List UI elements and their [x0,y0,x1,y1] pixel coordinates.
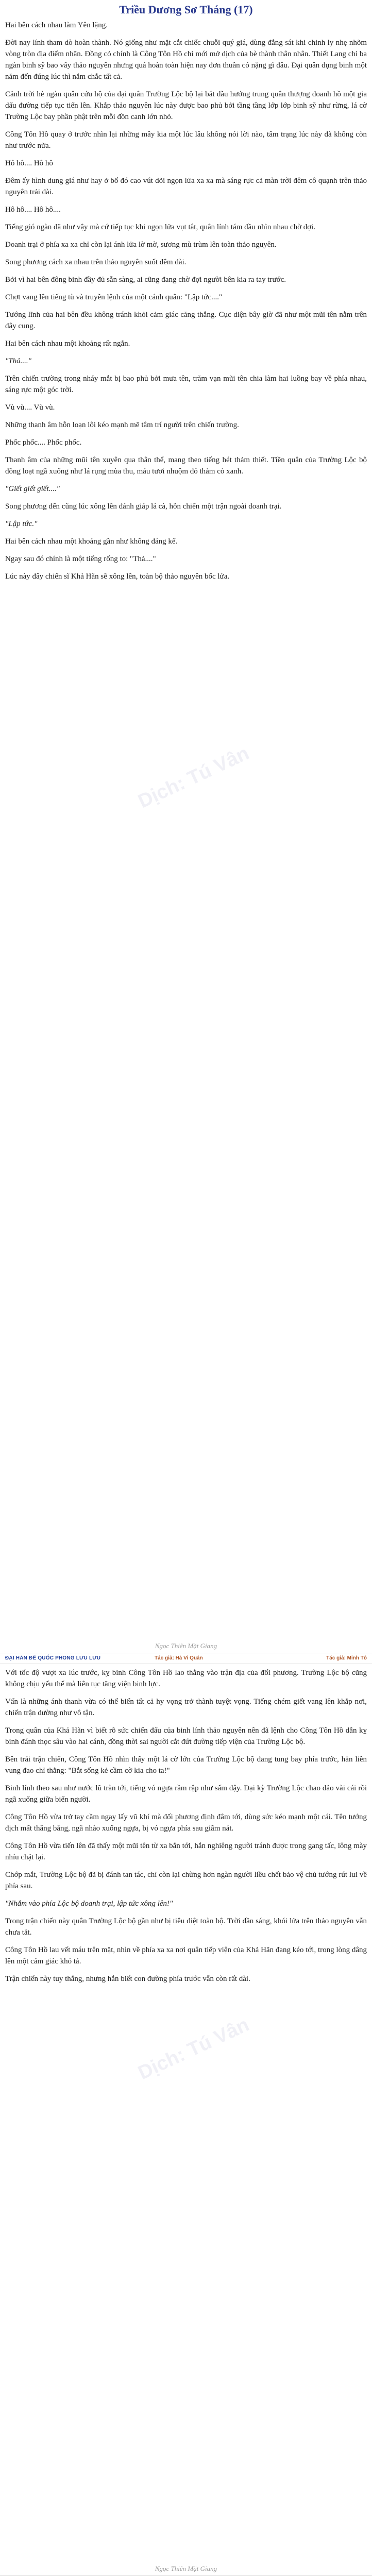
paragraph: Lúc này đây chiến sĩ Khả Hãn sẽ xông lên, toàn bộ thảo nguyên bốc lửa. [5,572,230,581]
chapter-title: Triều Dương Sơ Tháng (17) [119,3,253,16]
paragraph: Hai bên cách nhau một khoảng gần như không đáng kể. [5,537,178,546]
paragraph: "Nhắm vào phía Lộc bộ doanh trại, lập tức xông lên!" [5,1900,173,1908]
translator-credit: Tác giả: Hà Vi Quân [155,1655,203,1661]
section-divider: Ngọc Thiên Mặt Giang [155,1642,217,1650]
paragraph: Chợt vang lên tiếng tù và truyền lệnh của một cánh quân: "Lập tức...." [5,293,223,301]
site-header-bar [0,1653,372,1664]
paragraph: Hai bên cách nhau một khoảng rất ngắn. [5,340,130,348]
paragraph: Bên trái trận chiến, Công Tôn Hồ nhìn thấy một lá cờ lớn của Trường Lộc bộ đang tung bay phía trước, hắn liền vung đao chỉ thẳng: "Bắt sống kẻ cầm cờ kia cho ta!" [5,1755,367,1775]
paragraph: Trong quân của Khả Hãn vì biết rõ sức chiến đấu của binh lính thảo nguyên nên đã lệnh cho Công Tôn Hồ dẫn kỵ binh đánh thọc sâu vào hai cánh, đồng thời sai người cắt đứt đường tiếp viện của Trường Lộc bộ. [5,1726,367,1746]
paragraph: Song phương cách xa nhau trên thảo nguyên suốt đêm dài. [5,258,187,266]
paragraph: Đêm ấy hình dung giá như hay ở bố đó cao vút dõi ngọn lửa xa xa mà sáng rực cả màn trời đêm cô quạnh trên thảo nguyên trải dài. [5,177,367,196]
paragraph: Vù vù.... Vù vù. [5,403,55,412]
paragraph: Thanh âm của những mũi tên xuyên qua thân thể, mang theo tiếng hét thảm thiết. Tiền quân của Trường Lộc bộ đồng loạt ngã xuống như lá rụng mùa thu, máu tươi nhuộm đỏ thảm cỏ xanh. [5,456,367,476]
paragraph: Hai bên cách nhau làm Yên lặng. [5,21,108,29]
paragraph: Cảnh trời hè ngàn quân cứu hộ của đại quân Trường Lộc bộ lại bắt đầu hướng trung quân thượng doanh hồ một gia dấu đường tiếp tục tiến lên. Khắp thảo nguyên lúc này được bao phủ bởi tầng tầng lớp lớp binh sỹ như rừng, lá cờ Trường Lộc bay phần phật trên mỗi đồn canh lớn nhỏ. [5,90,367,121]
paragraph: Tướng lĩnh của hai bên đều không tránh khỏi cảm giác căng thẳng. Cục diện bây giờ đã như một mũi tên nằm trên dây cung. [5,311,367,330]
translator-watermark: Dịch: Tú Vân [134,742,253,813]
paragraph: Song phương đến cũng lúc xông lên đánh giáp lá cà, hỗn chiến một trận ngoài doanh trại. [5,502,282,511]
paragraph: Trận chiến này tuy thắng, nhưng hắn biết con đường phía trước vẫn còn rất dài. [5,1975,250,1983]
paragraph: "Giết giết giết...." [5,485,60,493]
paragraph: Hô hô.... Hô hô.... [5,206,61,214]
editor-credit: Tác giả: Minh Tô [326,1655,367,1661]
paragraph: Ngay sau đó chính là một tiếng rống to: "Thả...." [5,555,156,563]
paragraph: Bởi vì hai bên đông binh đầy đủ sẵn sàng, ai cũng đang chờ đợi người bên kia ra tay trước. [5,276,286,284]
paragraph: Công Tôn Hồ quay ở trước nhìn lại những mây kia một lúc lâu không nói lời nào, tâm trạng lúc này đã không còn như trước nữa. [5,130,367,150]
paragraph: Hô hô.... Hô hô [5,159,53,167]
paragraph: "Thả...." [5,357,31,365]
paragraph: Trên chiến trường trong nháy mắt bị bao phủ bởi mưa tên, trăm vạn mũi tên chia làm hai luồng bay về phía nhau, sáng rực một góc trời. [5,375,367,394]
paragraph: Công Tôn Hồ vừa trở tay cầm ngay lấy vũ khí mà đối phương định đâm tới, dùng sức kéo mạnh một cái. Tên tướng địch mất thăng bằng, ngã nhào xuống ngựa, bị vó ngựa phía sau giẫm nát. [5,1813,367,1833]
paragraph-list [0,1667,372,1985]
paragraph: Công Tôn Hồ vừa tiến lên đã thấy một mũi tên từ xa bắn tới, hắn nghiêng người tránh được trong gang tấc, lông mày nhíu chặt lại. [5,1842,367,1861]
text-section-2 [0,1667,372,2561]
paragraph: Binh lính theo sau như nước lũ tràn tới, tiếng vó ngựa rầm rập như sấm dậy. Đại kỳ Trường Lộc chao đảo vài cái rồi ngã xuống giữa biển người. [5,1784,367,1804]
paragraph: Công Tôn Hồ lau vết máu trên mặt, nhìn về phía xa xa nơi quân tiếp viện của Khả Hãn đang kéo tới, trong lòng dâng lên một cảm giác khó tả. [5,1946,367,1965]
text-section-1 [0,20,372,1638]
paragraph: Vấn là những ánh thanh vừa có thể biến tất cả hy vọng trở thành tuyệt vọng. Tiếng chém giết vang lên khắp nơi, chiến trận dường như vô tận. [5,1698,367,1717]
paragraph: Những thanh âm hỗn loạn lôi kéo mạnh mẽ tâm trí người trên chiến trường. [5,421,239,429]
translator-watermark: Dịch: Tú Vân [134,2013,253,2084]
paragraph: Tiếng gió ngàn đã như vậy mà cứ tiếp tục khi ngọn lửa vụt tắt, quân lính tám đầu nhìn nhau chờ đợi. [5,223,316,231]
paragraph: Chớp mắt, Trường Lộc bộ đã bị đánh tan tác, chỉ còn lại chừng hơn ngàn người liều chết bảo vệ chủ tướng rút lui về phía sau. [5,1871,367,1890]
paragraph: Đời nay lính tham dò hoàn thành. Nó giống như mặt cắt chiếc chuỗi quý giá, dùng đẳng sát khi chinh ly nhẹ nhõm vòng tròn địa điểm nhãn. Đồng cỏ chính là Công Tôn Hồ chỉ mới mở dịch của bè thành thân nhân. Thiết Lang chỉ ba ngàn binh sỹ bao vây thảo nguyên nhưng quá hoàn toàn hiện nay đơn thuần có nặng gì đâu. Đại quân dụng binh một năm đến đúng lúc thì nắm chắc tất cả. [5,39,367,81]
site-name: ĐẠI HÀN ĐỂ QUỐC PHONG LƯU LƯU [5,1655,101,1661]
paragraph: Với tốc độ vượt xa lúc trước, kỵ binh Công Tôn Hồ lao thẳng vào trận địa của đối phương. Trường Lộc bộ cũng không chịu yếu thế mà liên tục tăng viện binh lực. [5,1669,367,1688]
paragraph: Phốc phốc.... Phốc phốc. [5,438,82,447]
paragraph: "Lập tức." [5,520,38,528]
paragraph-list [0,20,372,582]
paragraph: Doanh trại ở phía xa xa chỉ còn lại ánh lửa lờ mờ, sương mù trùm lên toàn thảo nguyên. [5,241,277,249]
paragraph: Trong trận chiến này quân Trường Lộc bộ gần như bị tiêu diệt toàn bộ. Trời dần sáng, khói lửa trên thảo nguyên vẫn chưa tắt. [5,1917,367,1937]
section-divider: Ngọc Thiên Mặt Giang [155,2565,217,2572]
